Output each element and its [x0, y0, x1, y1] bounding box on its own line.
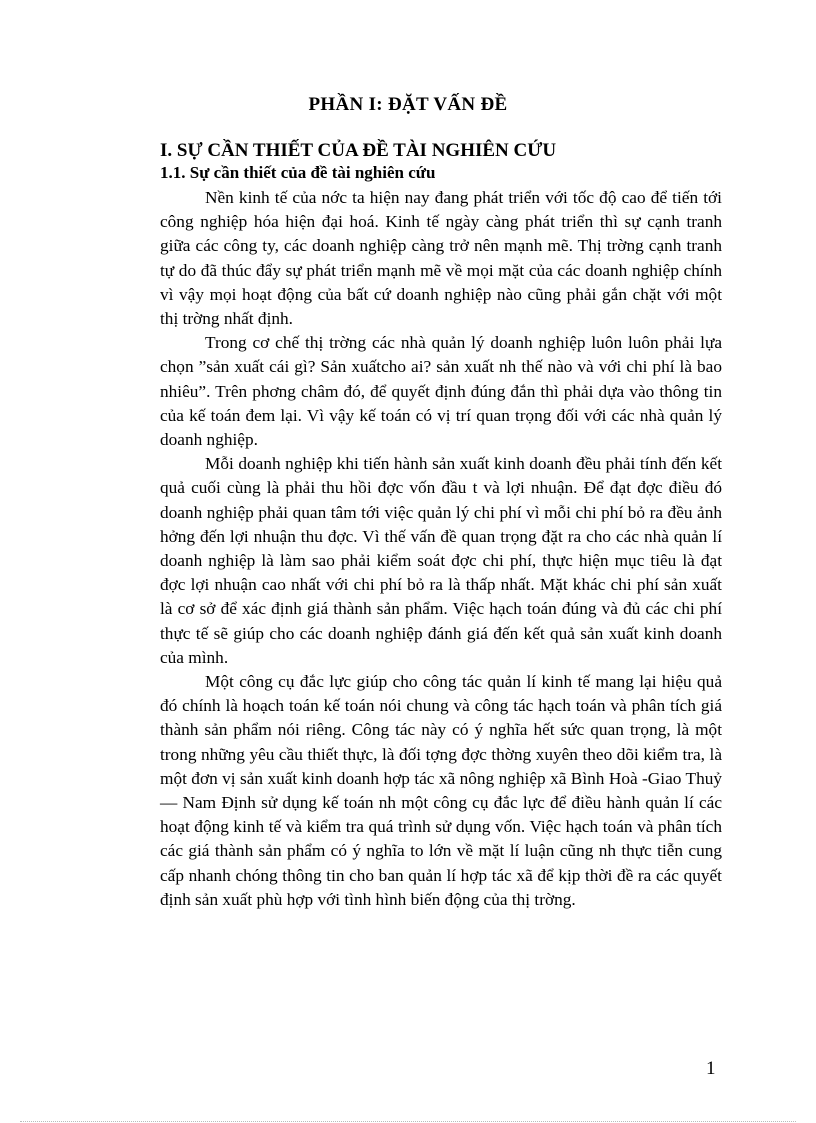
subsection-heading: 1.1. Sự cần thiết của đề tài nghiên cứu	[160, 163, 436, 182]
page-number: 1	[706, 1058, 716, 1079]
paragraph: Một công cụ đắc lực giúp cho công tác quản lí kinh tế mang lại hiệu quả đó chính là hoạch toán kế toán nói chung và công tác hạch toán và phân tích giá thành sản phẩm nói riêng. Công tác này có ý nghĩa hết sức quan trọng, là một trong những yêu cầu thiết thực, là đối tợng đợc thờng xuyên theo dõi kiểm tra, là một đơn vị sản xuất kinh doanh hợp tác xã nông nghiệp xã Bình Hoà -Giao Thuỷ — Nam Định sử dụng kế toán nh một công cụ đắc lực để điều hành quản lí các hoạt động kinh tế và kiểm tra quá trình sử dụng vốn. Việc hạch toán và phân tích các giá thành sản phẩm có ý nghĩa to lớn về mặt lí luận cũng nh thực tiễn cung cấp nhanh chóng thông tin cho ban quản lí hợp tác xã để kịp thời đề ra các quyết định sản xuất phù hợp với tình hình biến động của thị trờng.	[160, 672, 722, 909]
paragraph: Mỗi doanh nghiệp khi tiến hành sản xuất kinh doanh đều phải tính đến kết quả cuối cùng là phải thu hồi đợc vốn đầu t và lợi nhuận. Để đạt đợc điều đó doanh nghiệp phải quan tâm tới việc quản lý chi phí vì mỗi chi phí bỏ ra đều ảnh hởng đến lợi nhuận thu đợc. Vì thế vấn đề quan trọng đặt ra cho các nhà quản lí doanh nghiệp là làm sao phải kiểm soát đợc chi phí, thực hiện mục tiêu là đạt đợc lợi nhuận cao nhất với chi phí bỏ ra là thấp nhất. Mặt khác chi phí sản xuất là cơ sở để xác định giá thành sản phẩm. Việc hạch toán đúng và đủ các chi phí thực tế sẽ giúp cho các doanh nghiệp đánh giá đến kết quả sản xuất kinh doanh của mình.	[160, 454, 722, 667]
paragraph: Trong cơ chế thị trờng các nhà quản lý doanh nghiệp luôn luôn phải lựa chọn ”sản xuất cái gì? Sản xuấtcho ai? sản xuất nh thế nào và với chi phí là bao nhiêu”. Trên phơng châm đó, để quyết định đúng đắn thì phải dựa vào thông tin của kế toán đem lại. Vì vậy kế toán có vị trí quan trọng đối với các nhà quản lý doanh nghiệp.	[160, 333, 722, 450]
paragraph: Nền kinh tế của nớc ta hiện nay đang phát triển với tốc độ cao để tiến tới công nghiệp hóa hiện đại hoá. Kinh tế ngày càng phát triển thì sự cạnh tranh giữa các công ty, các doanh nghiệp càng trở nên mạnh mẽ. Thị trờng cạnh tranh tự do đã thúc đẩy sự phát triển mạnh mẽ về mọi mặt của các doanh nghiệp chính vì vậy mọi hoạt động của bất cứ doanh nghiệp nào cũng phải gắn chặt với một thị trờng nhất định.	[160, 188, 722, 329]
page-bottom-divider	[20, 1121, 796, 1122]
body-text	[160, 186, 722, 912]
section-heading: I. SỰ CẦN THIẾT CỦA ĐỀ TÀI NGHIÊN CỨU	[160, 140, 557, 161]
part-title: PHẦN I: ĐẶT VẤN ĐỀ	[308, 94, 508, 115]
